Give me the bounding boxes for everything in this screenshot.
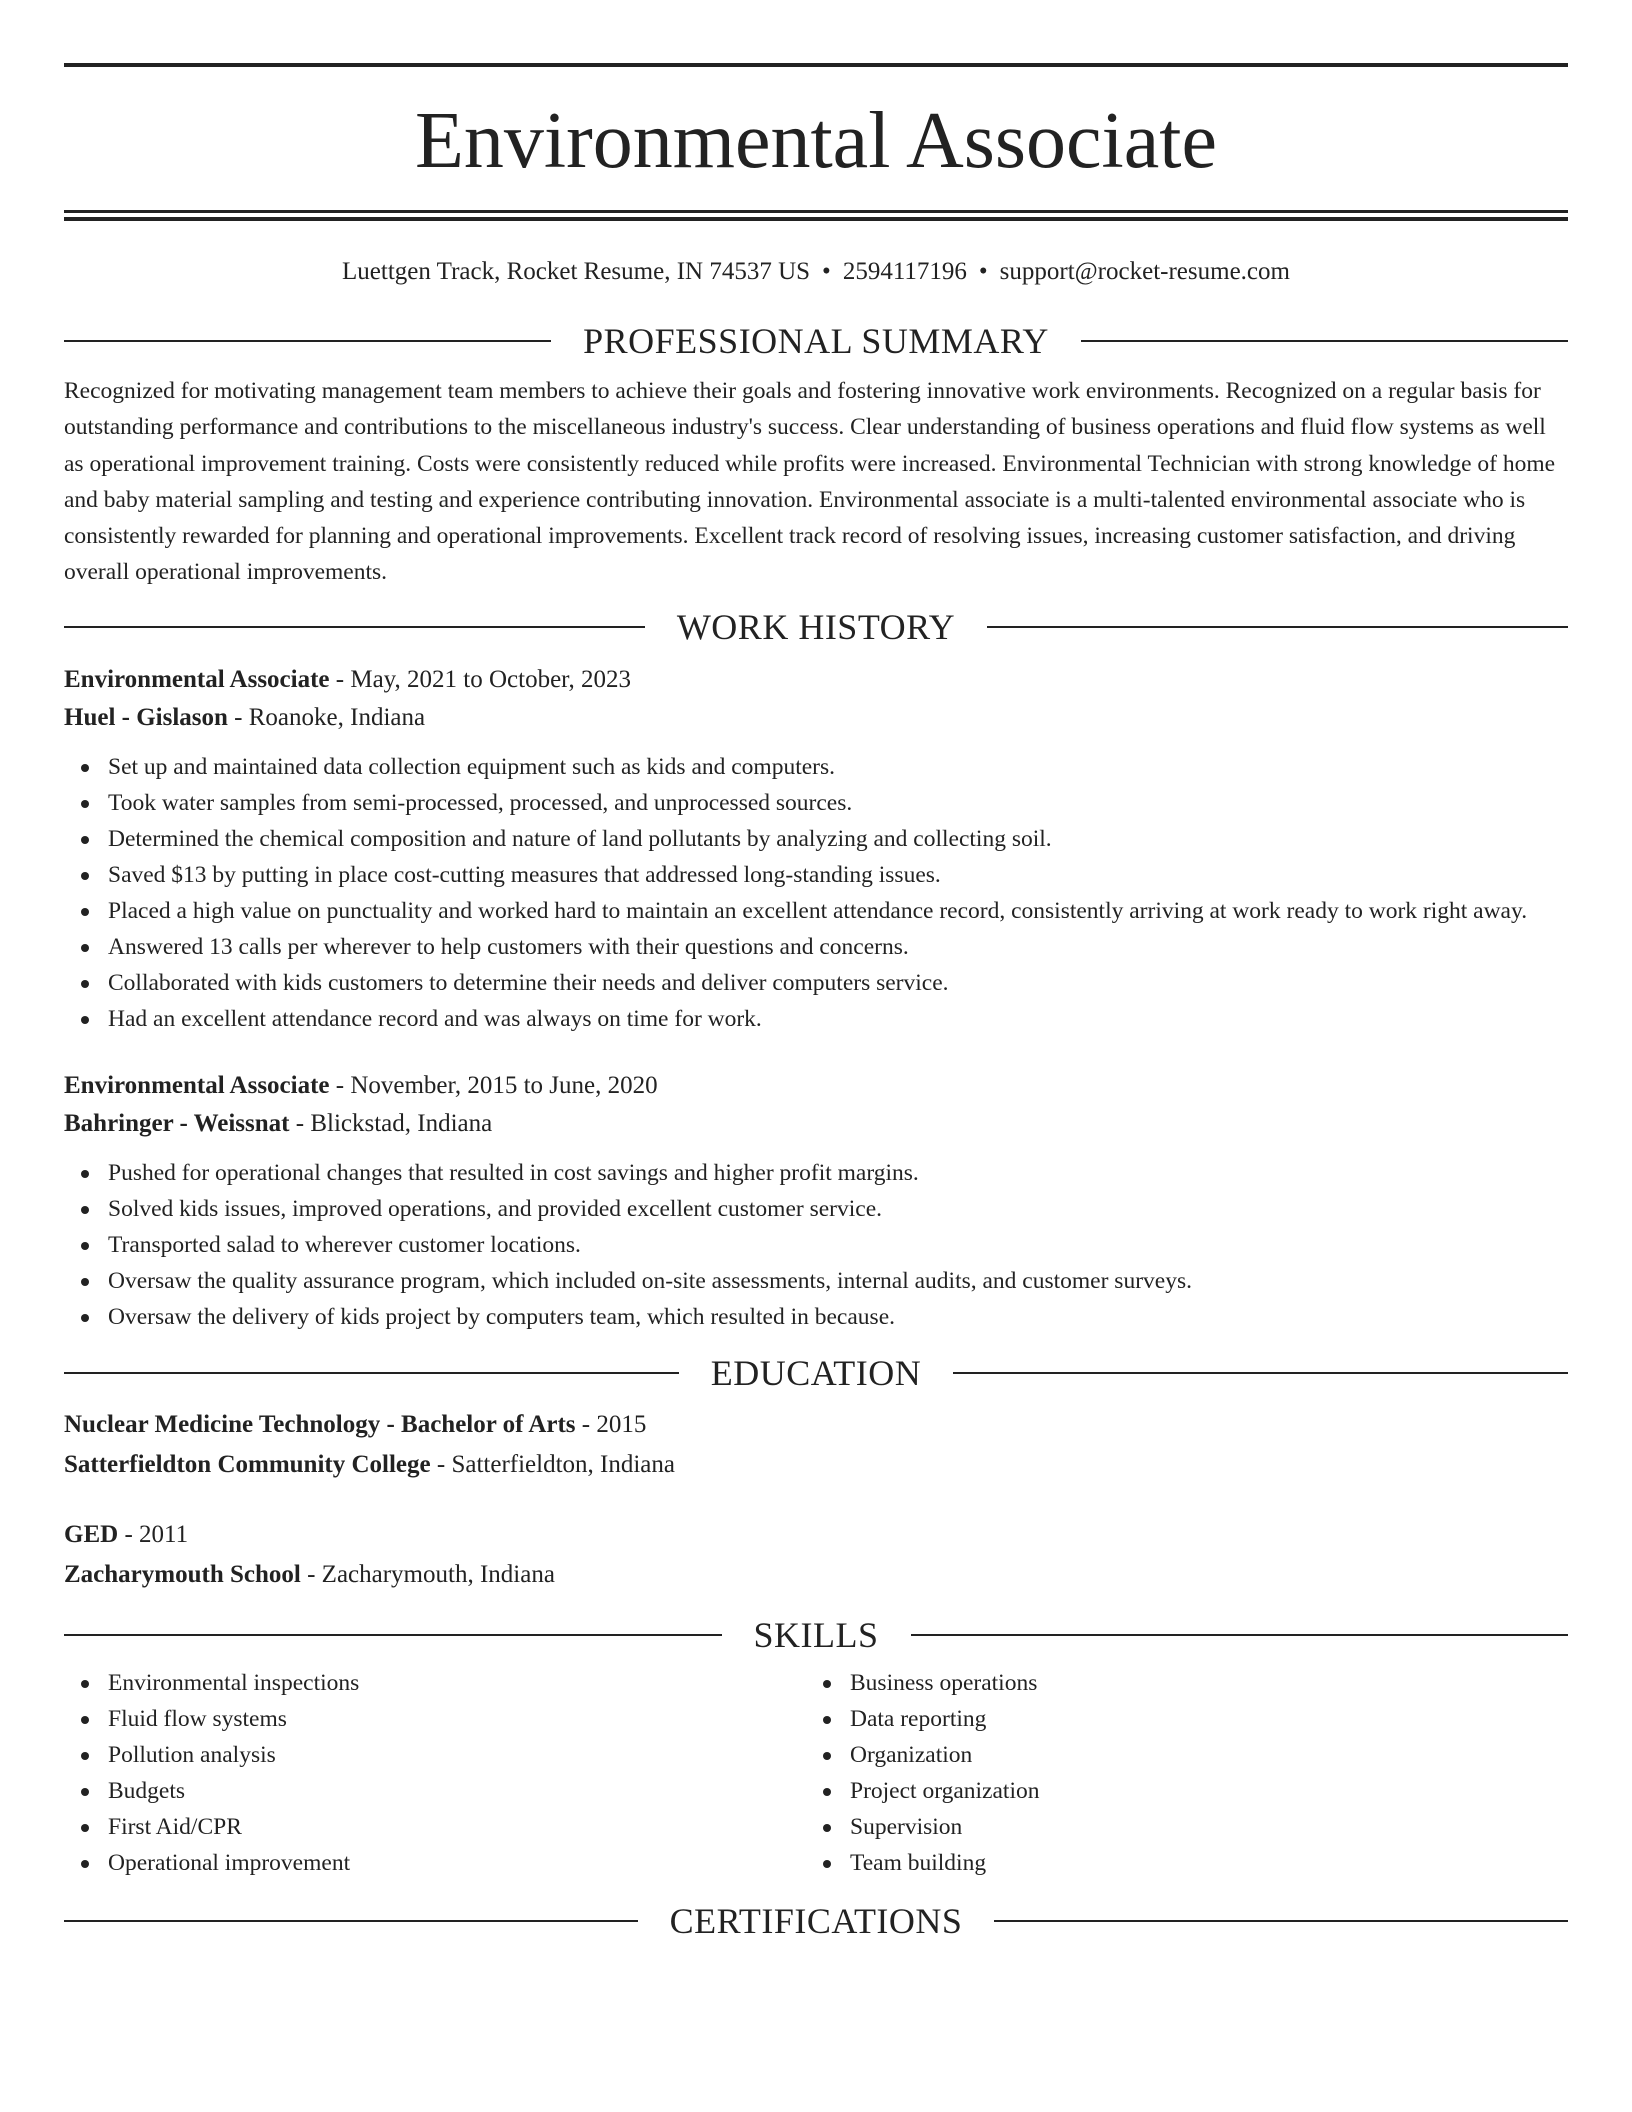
section-title: PROFESSIONAL SUMMARY [583, 321, 1049, 361]
education-school: Satterfieldton Community College [64, 1450, 431, 1478]
section-title: EDUCATION [710, 1352, 922, 1393]
job-bullets [64, 1155, 1568, 1335]
list-item: Supervision [806, 1809, 1548, 1845]
heading-rule [1081, 340, 1568, 342]
education-entry [64, 1405, 1568, 1485]
heading-rule [994, 1920, 1568, 1922]
list-item: Saved $13 by putting in place cost-cutting measures that addressed long-standing issues. [64, 857, 1568, 893]
list-item: Business operations [806, 1665, 1548, 1701]
heading-rule [64, 1920, 638, 1922]
education-year: - 2011 [118, 1520, 189, 1548]
resume-name: Environmental Associate [414, 97, 1218, 185]
skills-left-list [64, 1665, 806, 1881]
heading-rule [64, 340, 551, 342]
education-school-line [64, 1445, 1568, 1485]
list-item: Operational improvement [64, 1845, 806, 1881]
contact-separator: • [822, 258, 831, 285]
list-item: Project organization [806, 1773, 1548, 1809]
job-entry [64, 1067, 1568, 1335]
job-dates: - November, 2015 to June, 2020 [329, 1071, 658, 1099]
job-company-line [64, 699, 1568, 737]
education-year: - 2015 [575, 1410, 647, 1438]
heading-rule [911, 1634, 1569, 1636]
job-company: Huel - Gislason [64, 703, 228, 731]
education-degree: GED [64, 1520, 119, 1548]
education-entry [64, 1515, 1568, 1595]
list-item: Oversaw the quality assurance program, which included on-site assessments, internal audits, and customer surveys. [64, 1263, 1568, 1299]
summary-text: Recognized for motivating management team members to achieve their goals and fostering innovative work environments. Recognized on a regular basis for outstanding performance and contributions to the miscellaneous industry's success. Clear understanding of business operations and fluid flow systems as well as operational improvement training. Costs were consistently reduced while profits were increased. Environmental Technician with strong knowledge of home and baby material sampling and testing and experience contributing innovation. Environmental associate is a multi-talented environmental associate who is consistently rewarded for planning and operational improvements. Excellent track record of resolving issues, increasing customer satisfaction, and driving overall operational improvements. [64, 378, 1556, 586]
list-item: Organization [806, 1737, 1548, 1773]
section-title: CERTIFICATIONS [669, 1900, 963, 1941]
job-bullets [64, 749, 1568, 1037]
contact-email: support@rocket-resume.com [999, 258, 1290, 285]
education-degree-line [64, 1515, 1568, 1555]
list-item: Determined the chemical composition and nature of land pollutants by analyzing and collecting soil. [64, 821, 1568, 857]
section-skills-heading [64, 1615, 1568, 1655]
list-item: Transported salad to wherever customer locations. [64, 1227, 1568, 1263]
list-item: First Aid/CPR [64, 1809, 806, 1845]
section-title: WORK HISTORY [676, 606, 956, 647]
job-entry [64, 661, 1568, 1037]
heading-rule [987, 626, 1568, 628]
job-role: Environmental Associate [64, 1071, 330, 1099]
list-item: Collaborated with kids customers to determine their needs and deliver computers service. [64, 965, 1568, 1001]
heading-rule [64, 626, 645, 628]
list-item: Oversaw the delivery of kids project by computers team, which resulted in because. [64, 1299, 1568, 1335]
heading-rule [953, 1372, 1568, 1374]
section-education-heading [64, 1353, 1568, 1393]
skills-right-list [806, 1665, 1548, 1881]
skills-columns [64, 1665, 1568, 1881]
list-item: Data reporting [806, 1701, 1548, 1737]
section-certifications-heading [64, 1901, 1568, 1941]
job-title-line [64, 661, 1568, 699]
education-location: - Zacharymouth, Indiana [300, 1560, 555, 1588]
contact-line [64, 257, 1568, 287]
education-school: Zacharymouth School [64, 1560, 301, 1588]
list-item: Fluid flow systems [64, 1701, 806, 1737]
list-item: Had an excellent attendance record and was always on time for work. [64, 1001, 1568, 1037]
list-item: Took water samples from semi-processed, processed, and unprocessed sources. [64, 785, 1568, 821]
list-item: Pollution analysis [64, 1737, 806, 1773]
list-item: Environmental inspections [64, 1665, 806, 1701]
job-company-line [64, 1105, 1568, 1143]
list-item: Pushed for operational changes that resulted in cost savings and higher profit margins. [64, 1155, 1568, 1191]
section-work-heading [64, 607, 1568, 647]
contact-address: Luettgen Track, Rocket Resume, IN 74537 US [342, 258, 811, 285]
list-item: Solved kids issues, improved operations, and provided excellent customer service. [64, 1191, 1568, 1227]
heading-rule [64, 1372, 679, 1374]
list-item: Set up and maintained data collection equipment such as kids and computers. [64, 749, 1568, 785]
job-location: - Blickstad, Indiana [289, 1109, 493, 1137]
education-school-line [64, 1555, 1568, 1595]
list-item: Answered 13 calls per wherever to help customers with their questions and concerns. [64, 929, 1568, 965]
job-title-line [64, 1067, 1568, 1105]
education-degree-line [64, 1405, 1568, 1445]
job-company: Bahringer - Weissnat [64, 1109, 290, 1137]
section-title: SKILLS [753, 1614, 879, 1655]
heading-rule [64, 1634, 722, 1636]
contact-phone: 2594117196 [842, 258, 967, 285]
education-location: - Satterfieldton, Indiana [430, 1450, 675, 1478]
job-location: - Roanoke, Indiana [227, 703, 426, 731]
section-summary-heading [64, 321, 1568, 361]
top-rule [64, 63, 1568, 67]
list-item: Placed a high value on punctuality and worked hard to maintain an excellent attendance record, consistently arriving at work ready to work right away. [64, 893, 1568, 929]
double-rule [64, 210, 1568, 221]
list-item: Team building [806, 1845, 1548, 1881]
contact-separator: • [978, 258, 988, 285]
list-item: Budgets [64, 1773, 806, 1809]
resume-page [64, 0, 1568, 1941]
education-degree: Nuclear Medicine Technology - Bachelor of Arts [64, 1410, 576, 1438]
job-dates: - May, 2021 to October, 2023 [329, 665, 632, 693]
job-role: Environmental Associate [64, 665, 330, 693]
